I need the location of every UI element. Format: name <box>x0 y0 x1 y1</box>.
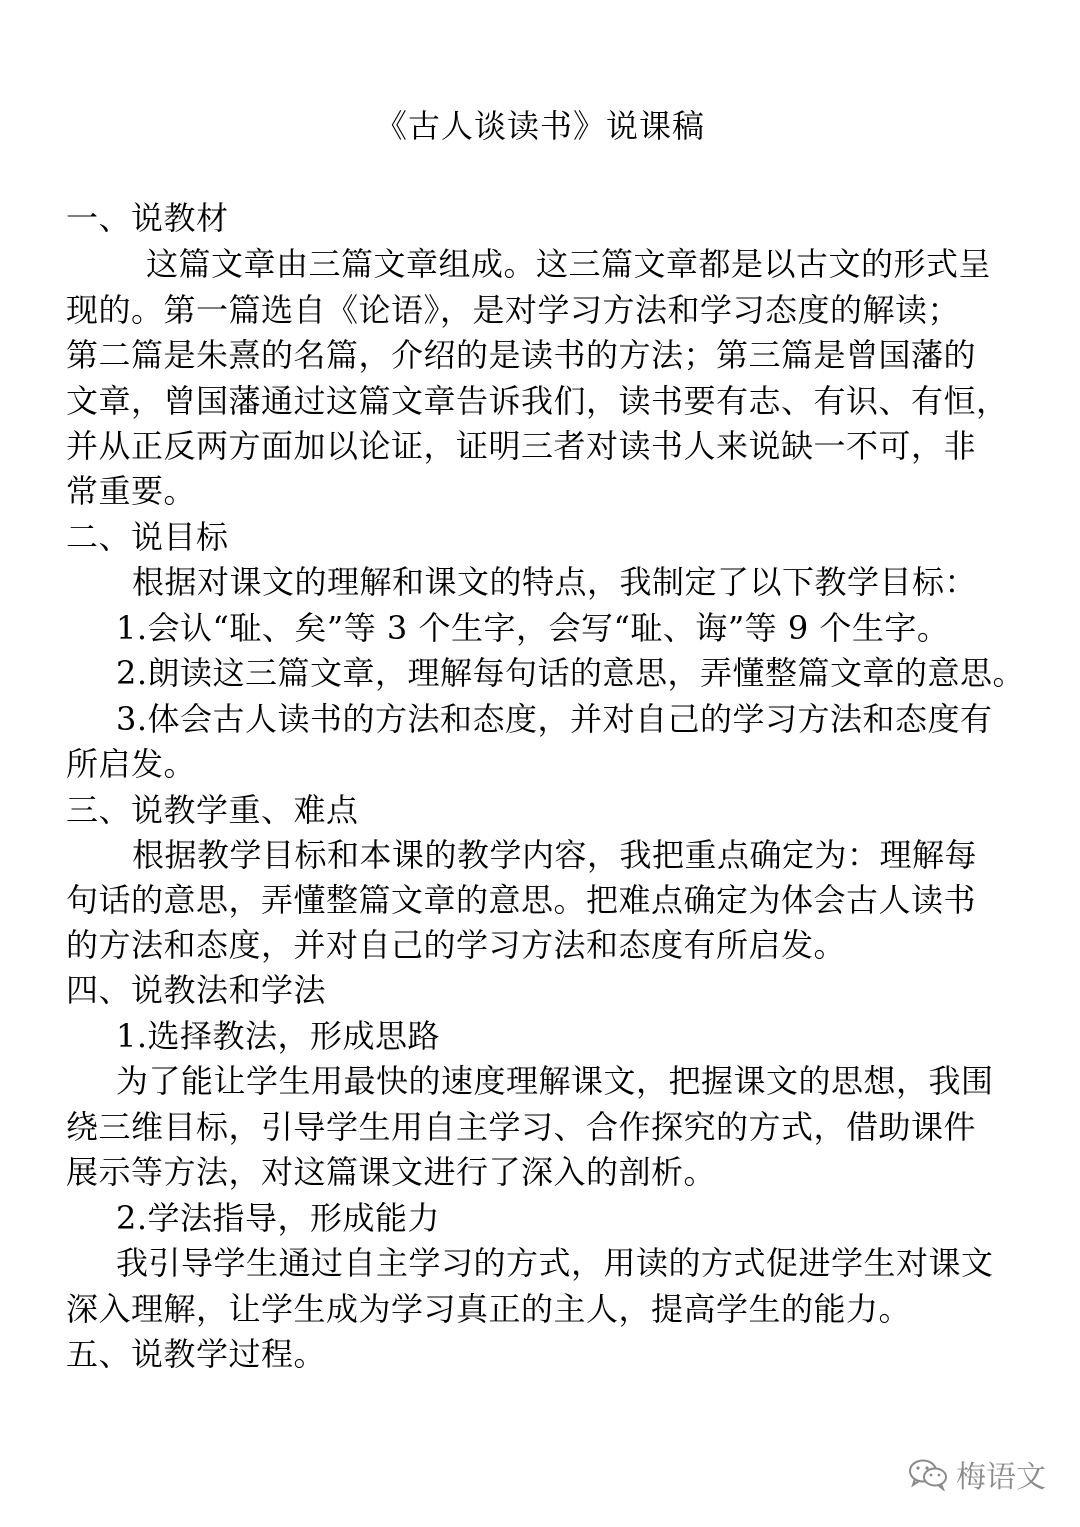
paragraph-line: 文章，曾国藩通过这篇文章告诉我们，读书要有志、有识、有恒， <box>66 382 1009 420</box>
section-heading-3: 三、说教学重、难点 <box>66 791 359 829</box>
list-item: 3.体会古人读书的方法和态度，并对自己的学习方法和态度有 <box>116 700 993 738</box>
document-title: 《古人谈读书》说课稿 <box>374 107 705 145</box>
paragraph-line: 绕三维目标，引导学生用自主学习、合作探究的方式，借助课件 <box>66 1108 977 1146</box>
subheading: 1.选择教法，形成思路 <box>116 1017 441 1055</box>
paragraph-line: 深入理解，让学生成为学习真正的主人，提高学生的能力。 <box>66 1290 912 1328</box>
paragraph-line: 句话的意思，弄懂整篇文章的意思。把难点确定为体会古人读书 <box>66 881 977 919</box>
section-heading-4: 四、说教法和学法 <box>66 971 327 1009</box>
wechat-icon <box>908 1457 948 1491</box>
watermark <box>908 1452 1046 1496</box>
paragraph-line: 第二篇是朱熹的名篇，介绍的是读书的方法；第三篇是曾国藩的 <box>66 336 977 374</box>
paragraph-line: 的方法和态度，并对自己的学习方法和态度有所启发。 <box>66 926 847 964</box>
paragraph-line: 根据对课文的理解和课文的特点，我制定了以下教学目标： <box>132 563 978 601</box>
watermark-text: 梅语文 <box>956 1460 1046 1495</box>
paragraph-line: 这篇文章由三篇文章组成。这三篇文章都是以古文的形式呈 <box>146 245 992 283</box>
paragraph-line: 我引导学生通过自主学习的方式，用读的方式促进学生对课文 <box>116 1244 994 1282</box>
paragraph-line: 根据教学目标和本课的教学内容，我把重点确定为：理解每 <box>132 836 978 874</box>
paragraph-line: 现的。第一篇选自《论语》，是对学习方法和学习态度的解读； <box>66 291 961 329</box>
paragraph-line: 为了能让学生用最快的速度理解课文，把握课文的思想，我围 <box>116 1062 994 1100</box>
paragraph-line: 并从正反两方面加以论证，证明三者对读书人来说缺一不可，非 <box>66 427 977 465</box>
paragraph-line: 常重要。 <box>66 472 197 510</box>
paragraph-line: 所启发。 <box>66 745 197 783</box>
section-heading-5: 五、说教学过程。 <box>66 1335 327 1373</box>
section-heading-2: 二、说目标 <box>66 518 229 556</box>
list-item: 1.会认“耻、矣”等 3 个生字，会写“耻、诲”等 9 个生字。 <box>116 609 950 647</box>
list-item: 2.朗读这三篇文章，理解每句话的意思，弄懂整篇文章的意思。 <box>116 654 1026 692</box>
section-heading-1: 一、说教材 <box>66 199 229 237</box>
paragraph-line: 展示等方法，对这篇课文进行了深入的剖析。 <box>66 1153 717 1191</box>
subheading: 2.学法指导，形成能力 <box>116 1199 441 1237</box>
